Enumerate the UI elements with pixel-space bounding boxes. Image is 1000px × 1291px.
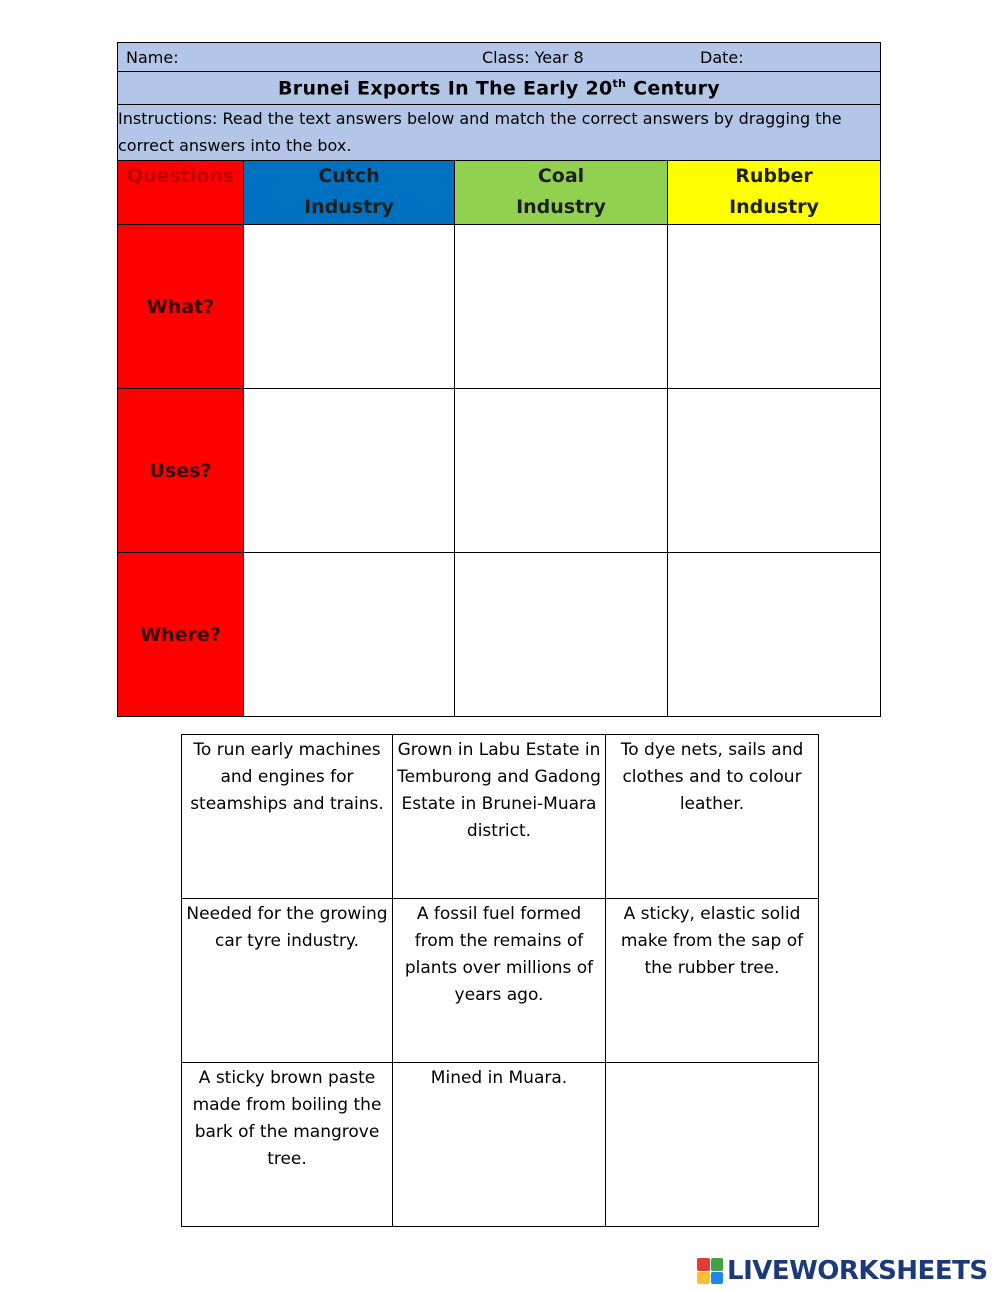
instructions-row	[118, 105, 881, 161]
answer-card[interactable]: A sticky brown paste made from boiling the bark of the mangrove tree.	[182, 1063, 393, 1227]
drop-box-rubber-uses[interactable]	[668, 389, 881, 553]
uses-label: Uses?	[118, 389, 244, 553]
cutch-header-line1: Cutch	[318, 165, 380, 187]
uses-row	[118, 389, 881, 553]
what-label: What?	[118, 225, 244, 389]
drop-box-rubber-what[interactable]	[668, 225, 881, 389]
answer-card[interactable]: A sticky, elastic solid make from the sap of the rubber tree.	[606, 899, 819, 1063]
answer-row-1	[182, 735, 819, 899]
drop-box-cutch-uses[interactable]	[244, 389, 455, 553]
cutch-industry-header	[244, 161, 455, 225]
name-class-date-cell	[118, 43, 881, 72]
worksheet-title	[118, 72, 881, 105]
drop-box-cutch-what[interactable]	[244, 225, 455, 389]
coal-industry-header	[455, 161, 668, 225]
drop-box-coal-what[interactable]	[455, 225, 668, 389]
answer-card-empty	[606, 1063, 819, 1227]
worksheet-table	[117, 42, 881, 717]
cutch-header-line2: Industry	[304, 196, 394, 218]
name-row	[118, 43, 881, 72]
liveworksheets-brand-text: LIVEWORKSHEETS	[727, 1256, 988, 1286]
drop-box-coal-where[interactable]	[455, 553, 668, 717]
title-suffix: Century	[626, 77, 720, 100]
title-row	[118, 72, 881, 105]
rubber-header-line2: Industry	[729, 196, 819, 218]
rubber-industry-header	[668, 161, 881, 225]
answer-card[interactable]: Mined in Muara.	[393, 1063, 606, 1227]
title-superscript: th	[612, 76, 627, 90]
liveworksheets-logo-icon	[697, 1258, 723, 1284]
answer-card[interactable]: Needed for the growing car tyre industry.	[182, 899, 393, 1063]
drop-box-coal-uses[interactable]	[455, 389, 668, 553]
drop-box-cutch-where[interactable]	[244, 553, 455, 717]
date-label: Date:	[700, 48, 744, 67]
title-main: Brunei Exports In The Early 20	[278, 77, 613, 100]
coal-header-line1: Coal	[537, 165, 585, 187]
rubber-header-line1: Rubber	[735, 165, 813, 187]
instructions-text: Instructions: Read the text answers below and match the correct answers by dragging the correct answers into the box.	[118, 105, 881, 161]
liveworksheets-logo	[697, 1254, 988, 1288]
answer-card[interactable]: A fossil fuel formed from the remains of plants over millions of years ago.	[393, 899, 606, 1063]
column-header-row	[118, 161, 881, 225]
answer-card[interactable]: To run early machines and engines for steamships and trains.	[182, 735, 393, 899]
class-label: Class: Year 8	[482, 48, 584, 67]
what-row	[118, 225, 881, 389]
answer-card[interactable]: To dye nets, sails and clothes and to colour leather.	[606, 735, 819, 899]
name-label: Name:	[126, 48, 179, 67]
questions-header: Questions	[118, 161, 244, 225]
answer-card[interactable]: Grown in Labu Estate in Temburong and Gadong Estate in Brunei-Muara district.	[393, 735, 606, 899]
drop-box-rubber-where[interactable]	[668, 553, 881, 717]
where-label: Where?	[118, 553, 244, 717]
answer-bank	[181, 734, 819, 1227]
where-row	[118, 553, 881, 717]
answer-row-3	[182, 1063, 819, 1227]
answer-row-2	[182, 899, 819, 1063]
coal-header-line2: Industry	[516, 196, 606, 218]
